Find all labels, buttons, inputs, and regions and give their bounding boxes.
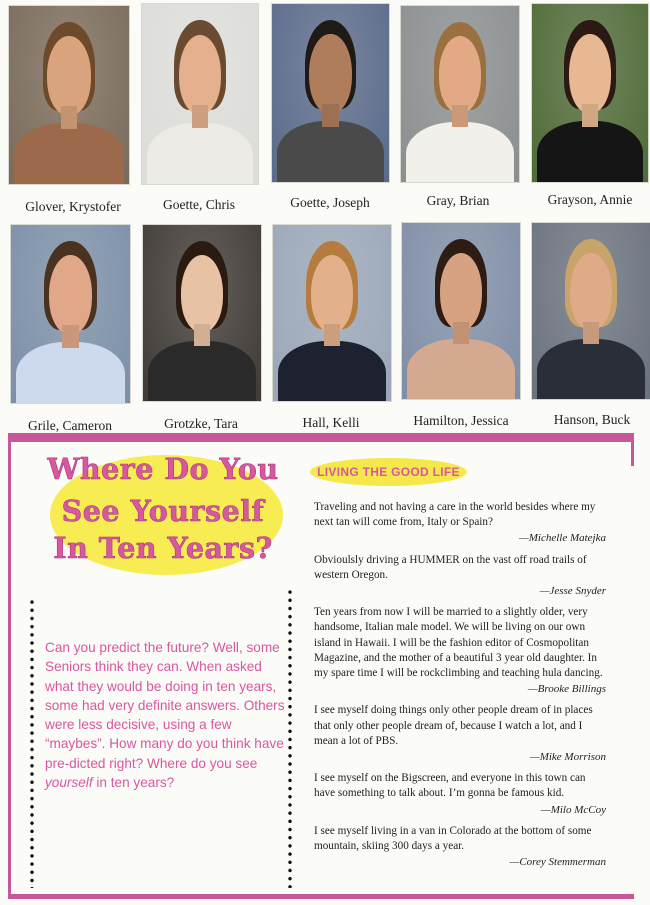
- portrait-photo: [141, 3, 259, 185]
- feature-title-line-1: Where Do You: [47, 452, 279, 486]
- portrait-face: [570, 253, 612, 330]
- quote-author: —Mike Morrison: [529, 751, 606, 764]
- quote-item: [314, 703, 606, 765]
- dotted-rule-left: [30, 598, 34, 888]
- portrait-name: Grotzke, Tara: [164, 416, 238, 431]
- portrait-face: [309, 34, 351, 112]
- quote-text: I see myself living in a van in Colorado at the bottom of some mountain, skiing 300 days a year.: [314, 824, 592, 853]
- section-tag: [310, 458, 467, 486]
- portrait-shoulders: [277, 121, 385, 183]
- intro-paragraph: [45, 638, 290, 792]
- quote-author: —Michelle Matejka: [518, 532, 606, 545]
- portrait-face: [47, 36, 90, 114]
- portrait-face: [569, 34, 611, 112]
- portrait-shoulders: [406, 122, 515, 183]
- portrait-photo: [400, 5, 520, 183]
- portrait-name: Grile, Cameron: [28, 418, 112, 433]
- quote-item: [314, 824, 606, 871]
- portrait-name: Grayson, Annie: [547, 192, 633, 207]
- portrait-name: Hall, Kelli: [302, 415, 360, 430]
- portrait-photo: [531, 222, 650, 400]
- portrait-face: [311, 255, 353, 332]
- portrait-shoulders: [537, 339, 646, 400]
- quote-author: —Milo McCoy: [540, 803, 606, 816]
- portrait-shoulders: [537, 121, 644, 183]
- portrait-photo: [272, 224, 392, 402]
- feature-title-line-2: See Yourself: [61, 494, 265, 528]
- portrait-shoulders: [407, 339, 516, 400]
- quote-item: [314, 500, 606, 547]
- portrait-photo: [142, 224, 262, 402]
- quote-item: [314, 553, 606, 600]
- quote-text: I see myself doing things only other people dream of in places that only other people dream of, because I watch a lot, and I mean a lot of PBS.: [314, 704, 593, 747]
- portrait-photo: [10, 224, 131, 404]
- intro-text-end: in ten years?: [92, 775, 175, 791]
- frame-border-right: [631, 442, 634, 466]
- quote-item: [314, 771, 606, 818]
- portrait-shoulders: [16, 342, 125, 404]
- quote-text: Obvioulsly driving a HUMMER on the vast off road trails of western Oregon.: [314, 553, 587, 581]
- portrait-photo: [401, 222, 521, 400]
- quote-author: —Jesse Snyder: [539, 585, 606, 598]
- portrait-name: Hanson, Buck: [553, 412, 631, 427]
- quote-item: [314, 605, 606, 697]
- portrait-photo: [531, 3, 649, 183]
- quotes-column: [314, 500, 606, 876]
- portrait-shoulders: [278, 341, 387, 402]
- portrait-face: [181, 255, 223, 332]
- portrait-name: Glover, Krystofer: [25, 199, 121, 214]
- portrait-face: [49, 255, 92, 333]
- quote-text: Traveling and not having a care in the world besides where my next tan will come from, Italy or Spain?: [314, 501, 596, 529]
- portrait-name: Hamilton, Jessica: [413, 413, 509, 428]
- portrait-shoulders: [148, 341, 257, 402]
- portrait-photo: [8, 5, 130, 185]
- frame-border-bottom: [8, 894, 634, 899]
- quote-author: —Brooke Billings: [527, 683, 606, 696]
- portrait-name: Gray, Brian: [426, 193, 490, 208]
- intro-text: Can you predict the future? Well, some Seniors think they can. When asked what they would be doing in ten years, some had very definite answers. Others were less decisive, using a few “maybes”. How many do you think have pre-dicted right? Where do you see: [45, 640, 285, 771]
- portrait-photo: [271, 3, 390, 183]
- portrait-name: Goette, Joseph: [290, 195, 370, 210]
- frame-border-top: [8, 433, 634, 442]
- quote-text: I see myself on the Bigscreen, and everyone in this town can have something to talk about. I’m gonna be famous kid.: [314, 772, 586, 800]
- feature-title-line-3: In Ten Years?: [53, 531, 273, 565]
- portrait-face: [440, 253, 482, 330]
- frame-border-left: [8, 442, 11, 895]
- portrait-name: Goette, Chris: [163, 197, 235, 212]
- quote-text: Ten years from now I will be married to a slightly older, very handsome, Italian male model. We will be living on our own island in Hawaii. I will be the fashion editor of Cosmopolitan Magazine, and the mother of a beautiful 3 year old daughter. In my spare time I will be rockclimbing and teaching hula dancing.: [314, 606, 603, 680]
- portrait-shoulders: [147, 123, 254, 185]
- intro-emphasis: yourself: [45, 775, 93, 791]
- section-tag-label: LIVING THE GOOD LIFE: [317, 465, 460, 479]
- quote-author: —Corey Stemmerman: [509, 856, 606, 869]
- portrait-face: [439, 36, 481, 113]
- portrait-shoulders: [14, 123, 124, 185]
- portrait-face: [179, 35, 221, 114]
